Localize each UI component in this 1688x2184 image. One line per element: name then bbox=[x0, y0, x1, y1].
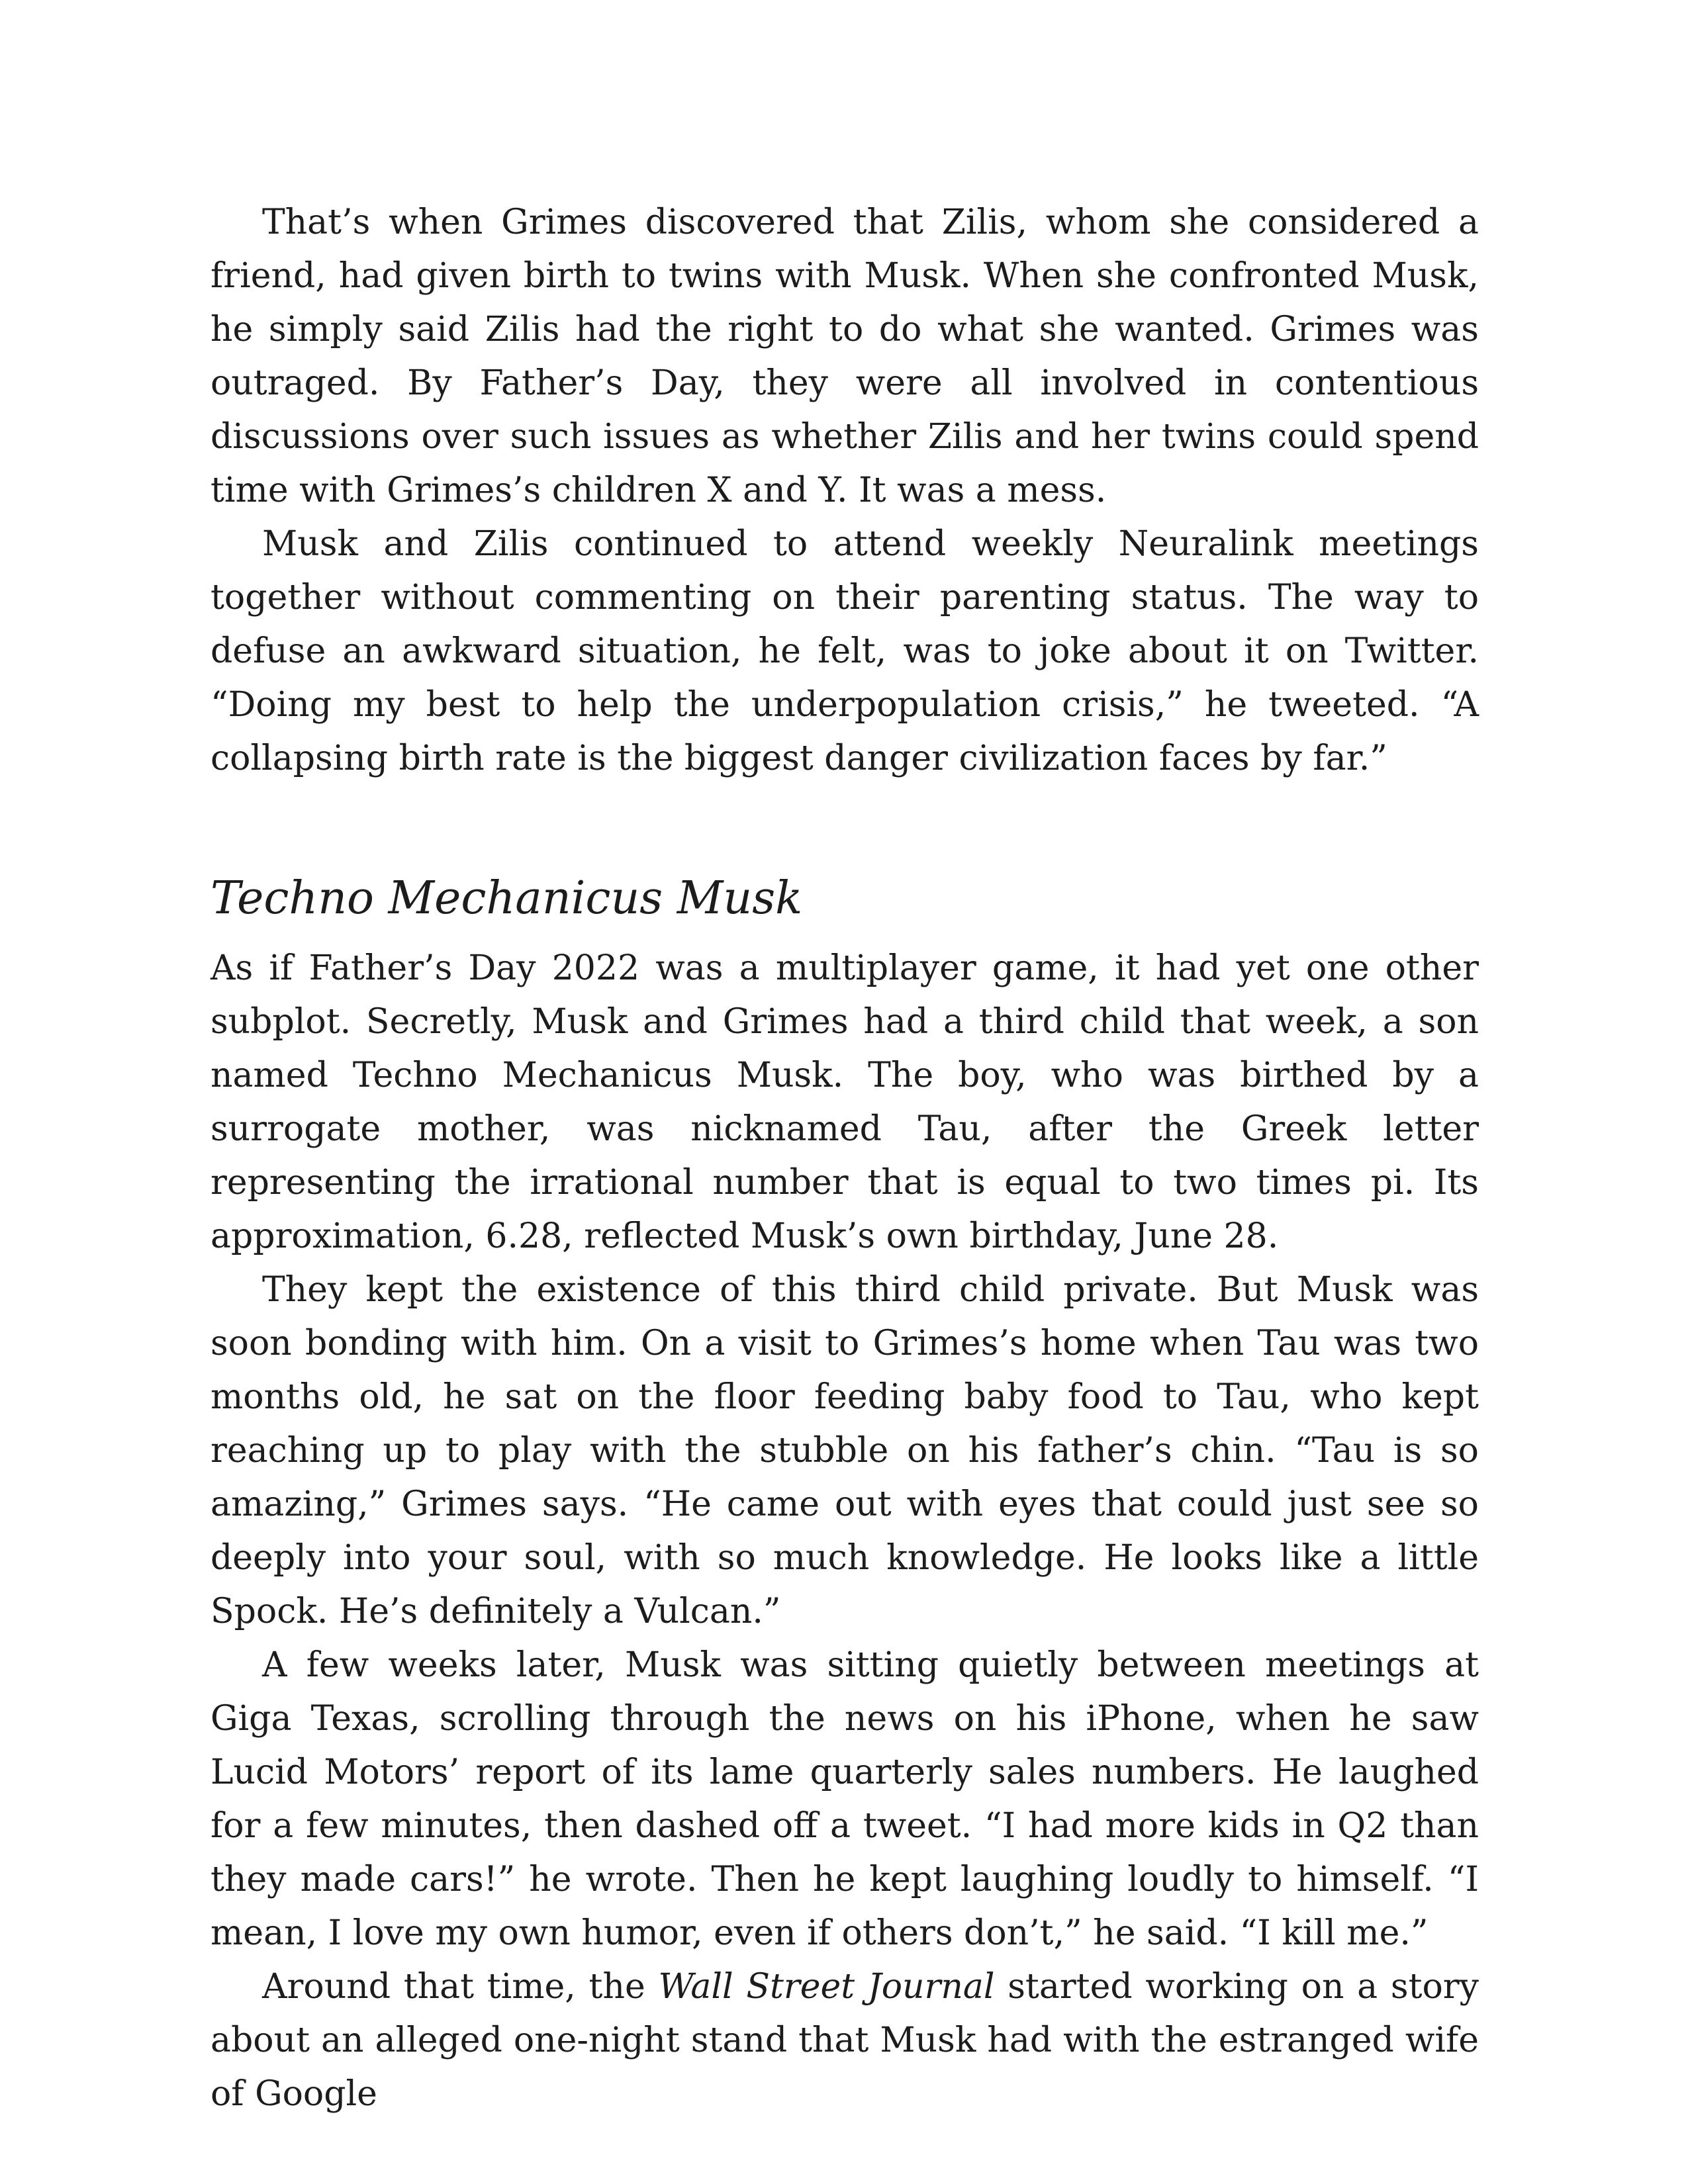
body-paragraph-last bbox=[211, 1960, 1479, 2121]
body-paragraph: Musk and Zilis continued to attend weekly Neuralink meetings together without commenting on their parenting status. The way to defuse an awkward situation, he felt, was to joke about it on Twitter. “Doing my best to help the underpopulation crisis,” he tweeted. “A collapsing birth rate is the biggest danger civilization faces by far.” bbox=[211, 524, 1479, 778]
body-paragraph: They kept the existence of this third child private. But Musk was soon bonding with him. On a visit to Grimes’s home when Tau was two months old, he sat on the floor feeding baby food to Tau, who kept reaching up to play with the stubble on his father’s chin. “Tau is so amazing,” Grimes says. “He came out with eyes that could just see so deeply into your soul, with so much knowledge. He looks like a little Spock. He’s definitely a Vulcan.” bbox=[211, 1270, 1479, 1631]
body-paragraph: As if Father’s Day 2022 was a multiplayer game, it had yet one other subplot. Secretly, Musk and Grimes had a third child that week, a son named Techno Mechanicus Musk. The boy, who was birthed by a surrogate mother, was nicknamed Tau, after the Greek letter representing the irrational number that is equal to two times pi. Its approximation, 6.28, reflected Musk’s own birthday, June 28. bbox=[211, 948, 1479, 1256]
body-paragraph: A few weeks later, Musk was sitting quietly between meetings at Giga Texas, scrolling through the news on his iPhone, when he saw Lucid Motors’ report of its lame quarterly sales numbers. He laughed for a few minutes, then dashed off a tweet. “I had more kids in Q2 than they made cars!” he wrote. Then he kept laughing loudly to himself. “I mean, I love my own humor, even if others don’t,” he said. “I kill me.” bbox=[211, 1645, 1479, 1953]
book-page bbox=[211, 196, 1479, 2121]
text-span: Around that time, the bbox=[262, 1967, 659, 2007]
section-heading: Techno Mechanicus Musk bbox=[211, 872, 803, 925]
text-span: started working on a story about an alleged one-night stand that Musk had with the estranged wife of Google bbox=[211, 1967, 1479, 2114]
body-paragraph: That’s when Grimes discovered that Zilis, whom she considered a friend, had given birth to twins with Musk. When she confronted Musk, he simply said Zilis had the right to do what she wanted. Grimes was outraged. By Father’s Day, they were all involved in contentious discussions over such issues as whether Zilis and her twins could spend time with Grimes’s children X and Y. It was a mess. bbox=[211, 203, 1479, 510]
publication-title: Wall Street Journal bbox=[658, 1967, 995, 2007]
